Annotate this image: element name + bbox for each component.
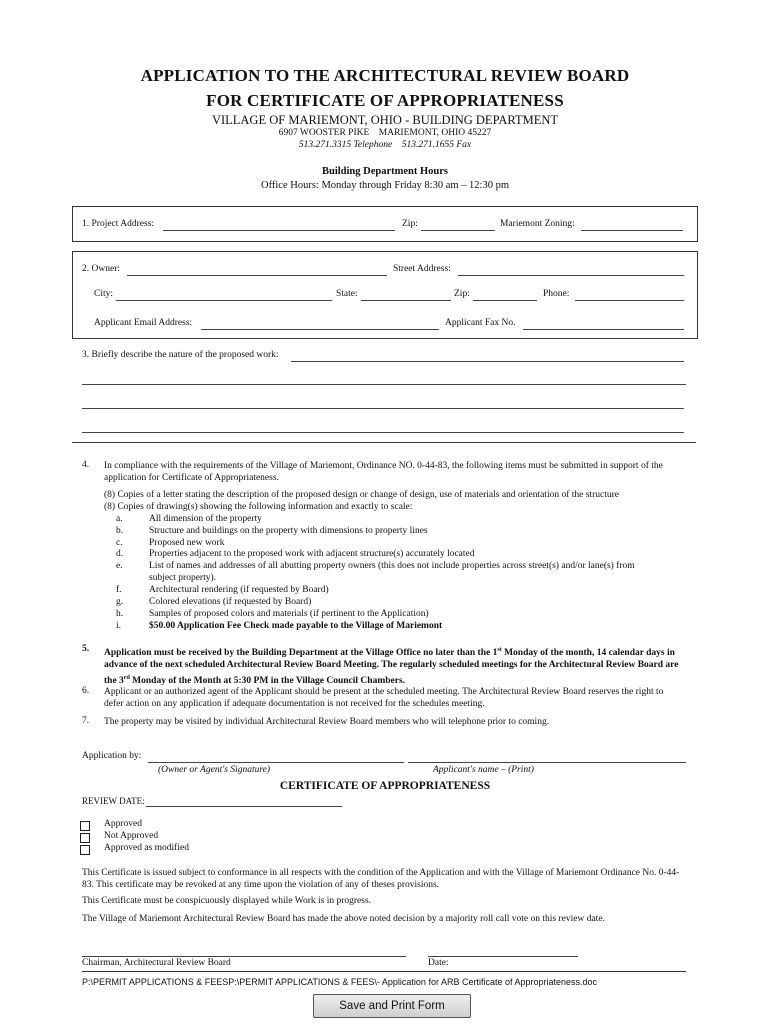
fax-input[interactable] xyxy=(523,329,684,330)
phone-line: 513.271.3315 Telephone 513.271.1655 Fax xyxy=(298,140,472,150)
date-label: Date: xyxy=(428,958,449,968)
street-address-input[interactable] xyxy=(458,275,684,276)
hours-title: Building Department Hours xyxy=(321,166,448,177)
list-item-letter: d. xyxy=(116,549,124,559)
zip-input[interactable] xyxy=(421,230,495,231)
project-address-input[interactable] xyxy=(163,230,395,231)
chairman-signature-input[interactable] xyxy=(82,956,406,957)
decision-paragraph: The Village of Mariemont Architectural Review Board has made the above noted decision by a majority roll call vote on this review date. xyxy=(82,914,605,924)
owner-zip-input[interactable] xyxy=(473,300,537,301)
list-item-letter: b. xyxy=(116,526,124,536)
signature-caption: (Owner or Agent's Signature) xyxy=(158,765,271,775)
email-label: Applicant Email Address: xyxy=(94,318,193,328)
phone-input[interactable] xyxy=(575,300,684,301)
list-item: subject property). xyxy=(149,573,217,583)
list-item: Samples of proposed colors and materials (if pertinent to the Application) xyxy=(149,609,429,619)
item-number-5: 5. xyxy=(82,644,90,654)
address-line: 6907 WOOSTER PIKE MARIEMONT, OHIO 45227 xyxy=(278,128,492,138)
owner-label: 2. Owner: xyxy=(82,264,120,274)
option-approved: Approved xyxy=(104,819,142,829)
approved-modified-checkbox[interactable] xyxy=(80,845,90,855)
work-description-input[interactable] xyxy=(291,361,684,362)
certificate-title: CERTIFICATE OF APPROPRIATENESS xyxy=(279,780,491,792)
list-item: All dimension of the property xyxy=(149,514,262,524)
visit-paragraph: The property may be visited by individual Architectural Review Board members who will telephone prior to coming. xyxy=(104,717,550,727)
list-item: Architectural rendering (if requested by Board) xyxy=(149,585,329,595)
owner-input[interactable] xyxy=(127,275,387,276)
street-address-label: Street Address: xyxy=(393,264,451,274)
copies-drawing: (8) Copies of drawing(s) showing the following information and exactly to scale: xyxy=(104,502,413,512)
fax-label: Applicant Fax No. xyxy=(445,318,516,328)
deadline-paragraph: Application must be received by the Building Department at the Village Office no later than the 1st Monday of the month, 14 calendar days in advance of the next scheduled Architectural Review Board Meeting. The regularly scheduled meetings for the Architectural Review Board are the 3rd Monday of the Month at 5:30 PM in the Village Council Chambers. xyxy=(104,647,679,686)
display-paragraph: This Certificate must be conspicuously displayed while Work is in progress. xyxy=(82,896,372,906)
state-input[interactable] xyxy=(361,300,451,301)
list-item: Structure and buildings on the property with dimensions to property lines xyxy=(149,526,428,536)
form-title-line2: FOR CERTIFICATE OF APPROPRIATENESS xyxy=(206,91,564,110)
option-approved-modified: Approved as modified xyxy=(104,843,189,853)
list-item-letter: c. xyxy=(116,538,123,548)
section-divider xyxy=(72,442,696,443)
project-address-box xyxy=(72,206,698,242)
review-date-label: REVIEW DATE: xyxy=(82,796,145,806)
item-number-7: 7. xyxy=(82,716,90,726)
hours-text: Office Hours: Monday through Friday 8:30 am – 12:30 pm xyxy=(261,180,509,191)
form-title-line1: APPLICATION TO THE ARCHITECTURAL REVIEW BOARD xyxy=(140,66,630,85)
list-item: List of names and addresses of all abutting property owners (this does not include properties across street(s) and/or lane(s) from xyxy=(149,561,635,571)
work-description-line-4[interactable] xyxy=(82,432,684,433)
work-description-line-2[interactable] xyxy=(82,384,686,385)
approved-checkbox[interactable] xyxy=(80,821,90,831)
village-line: VILLAGE OF MARIEMONT, OHIO - BUILDING DEPARTMENT xyxy=(211,113,559,127)
city-label: City: xyxy=(94,289,114,299)
project-address-label: 1. Project Address: xyxy=(82,219,155,229)
list-item: Proposed new work xyxy=(149,538,225,548)
list-item-letter: g. xyxy=(116,597,124,607)
review-date-input[interactable] xyxy=(146,806,342,807)
list-item-letter: e. xyxy=(116,561,123,571)
work-description-label: 3. Briefly describe the nature of the proposed work: xyxy=(82,350,279,360)
footer-divider xyxy=(82,971,686,972)
owner-zip-label: Zip: xyxy=(454,289,470,299)
list-item-letter: f. xyxy=(116,585,122,595)
zoning-label: Mariemont Zoning: xyxy=(500,219,575,229)
not-approved-checkbox[interactable] xyxy=(80,833,90,843)
state-label: State: xyxy=(336,289,358,299)
save-and-print-button[interactable]: Save and Print Form xyxy=(313,994,471,1018)
phone-label: Phone: xyxy=(543,289,570,299)
list-item-letter: h. xyxy=(116,609,124,619)
work-description-line-3[interactable] xyxy=(82,408,684,409)
name-caption: Applicant's name – (Print) xyxy=(433,765,534,775)
list-item: Properties adjacent to the proposed work with adjacent structure(s) accurately located xyxy=(149,549,475,559)
item-number-6: 6. xyxy=(82,686,90,696)
list-item-letter: a. xyxy=(116,514,123,524)
conformance-paragraph: This Certificate is issued subject to conformance in all respects with the condition of the Application and with the Village of Mariemont Ordinance No. 0-44-83. This certificate may be revoked at any time upon the violation of any of theses provisions. xyxy=(82,868,680,891)
fee-item: $50.00 Application Fee Check made payable to the Village of Mariemont xyxy=(149,621,443,631)
option-not-approved: Not Approved xyxy=(104,831,159,841)
copies-letter: (8) Copies of a letter stating the description of the proposed design or change of design, use of materials and orientation of the structure xyxy=(104,490,619,500)
signature-input[interactable] xyxy=(148,762,404,763)
chairman-label: Chairman, Architectural Review Board xyxy=(82,958,231,968)
attendance-paragraph: Applicant or an authorized agent of the Applicant should be present at the scheduled meeting. The Architectural Review Board reserves the right to defer action on any application if adequate documentation is not received for the schedules meeting. xyxy=(104,687,664,710)
list-item-letter: i. xyxy=(116,621,122,631)
item-number-4: 4. xyxy=(82,460,90,470)
zoning-input[interactable] xyxy=(581,230,683,231)
file-path: P:\PERMIT APPLICATIONS & FEESP:\PERMIT APPLICATIONS & FEES\- Application for ARB Certificate of Appropriateness.doc xyxy=(82,977,598,987)
list-item: Colored elevations (if requested by Board) xyxy=(149,597,312,607)
requirements-intro: In compliance with the requirements of the Village of Mariemont, Ordinance NO. 0-44-83, the following items must be submitted in support of the application for Certificate of Appropriateness. xyxy=(104,461,663,484)
applicant-name-input[interactable] xyxy=(408,762,686,763)
zip-label: Zip: xyxy=(402,219,418,229)
application-by-label: Application by: xyxy=(82,751,142,761)
chairman-date-input[interactable] xyxy=(428,956,578,957)
city-input[interactable] xyxy=(116,300,332,301)
email-input[interactable] xyxy=(201,329,439,330)
